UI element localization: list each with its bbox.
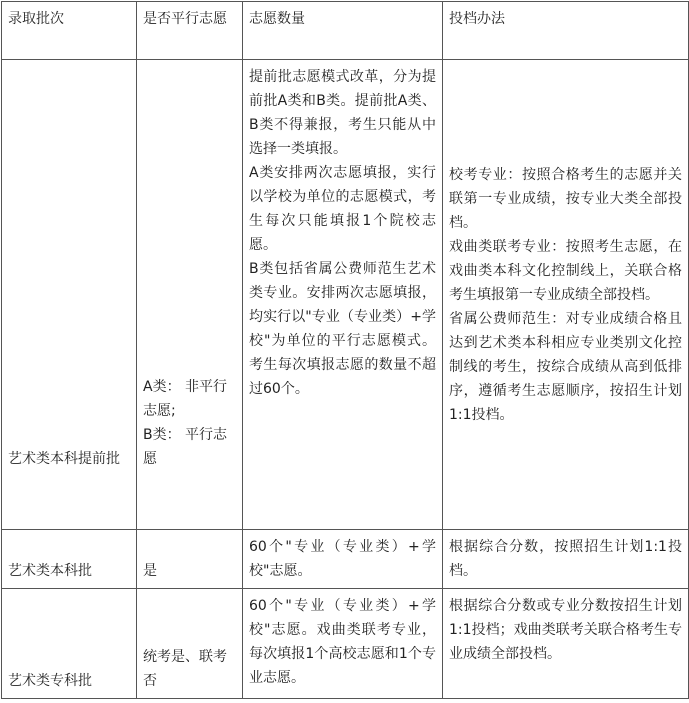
method-paragraph: 省属公费师范生：对专业成绩合格且达到艺术类本科相应专业类别文化控制线的考生，按综合成绩从高到低排序，遵循考生志愿顺序，按招生计划1:1投档。: [449, 310, 682, 423]
header-parallel: 是否平行志愿: [137, 2, 243, 60]
quantity-cell: [243, 530, 443, 589]
table-row: [2, 530, 689, 589]
quantity-cell: [243, 60, 443, 530]
quantity-paragraph: B类包括省属公费师范生艺术类专业。安排两次志愿填报，均实行以"专业（专业类）+学校"为单位的平行志愿模式。考生每次填报志愿的数量不超过60个。: [249, 261, 436, 397]
parallel-line: A类： 非平行志愿;: [143, 379, 228, 419]
method-cell: [443, 589, 689, 699]
quantity-paragraph: 60个"专业（专业类）+学校"志愿。: [249, 539, 436, 579]
method-paragraph: 根据综合分数或专业分数按招生计划1:1投档；戏曲类联考关联合格考生专业成绩全部投档。: [449, 598, 682, 662]
batch-cell: [2, 530, 137, 589]
batch-name: 艺术类本科批: [8, 563, 92, 579]
batch-name: 艺术类本科提前批: [8, 451, 120, 467]
batch-name: 艺术类专科批: [8, 673, 92, 689]
header-method: 投档办法: [443, 2, 689, 60]
quantity-cell: [243, 589, 443, 699]
method-cell: [443, 530, 689, 589]
header-row: [2, 2, 689, 60]
parallel-line: B类： 平行志愿: [143, 427, 228, 467]
parallel-cell: [137, 530, 243, 589]
method-paragraph: 戏曲类联考专业：按照考生志愿，在戏曲类本科文化控制线上，关联合格考生填报第一专业成绩全部投档。: [449, 238, 682, 303]
header-batch: 录取批次: [2, 2, 137, 60]
batch-cell: [2, 589, 137, 699]
method-paragraph: 校考专业：按照合格考生的志愿并关联第一专业成绩，按专业大类全部投档。: [449, 166, 682, 231]
quantity-paragraph: 提前批志愿模式改革，分为提前批A类和B类。提前批A类、B类不得兼报，考生只能从中选择一类填报。: [249, 69, 436, 157]
method-cell: [443, 60, 689, 530]
parallel-cell: [137, 589, 243, 699]
table-row: [2, 60, 689, 530]
method-paragraph: 根据综合分数，按照招生计划1:1投档。: [449, 539, 682, 579]
table-row: [2, 589, 689, 699]
parallel-line: 是: [143, 563, 157, 579]
quantity-paragraph: 60个"专业（专业类）+学校"志愿。戏曲类联考专业，每次填报1个高校志愿和1个专业志愿。: [249, 598, 436, 686]
batch-cell: [2, 60, 137, 530]
parallel-line: 统考是、联考否: [143, 649, 227, 689]
quantity-paragraph: A类安排两次志愿填报，实行以学校为单位的志愿模式，考生每次只能填报1个院校志愿。: [249, 165, 436, 253]
header-quantity: 志愿数量: [243, 2, 443, 60]
parallel-cell: [137, 60, 243, 530]
admission-table: [1, 1, 689, 699]
